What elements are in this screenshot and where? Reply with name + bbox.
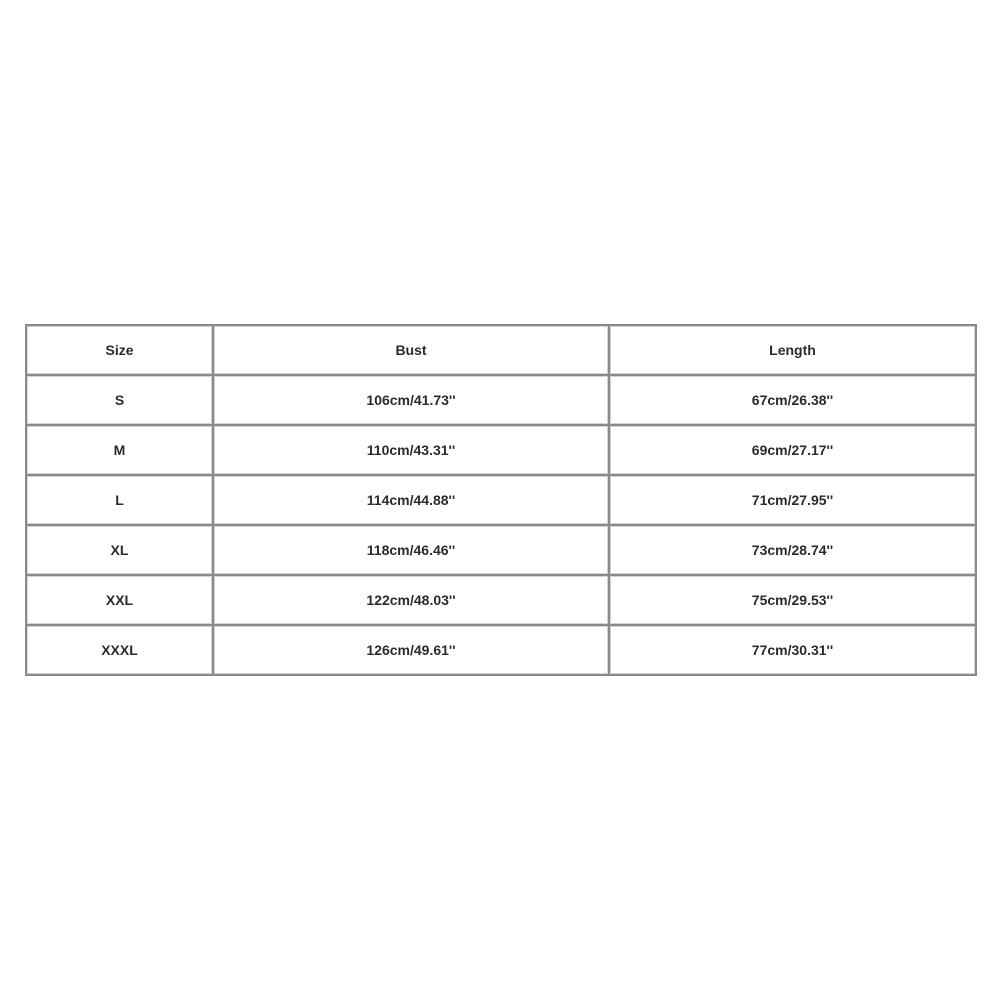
cell-length: 77cm/30.31'': [609, 625, 976, 675]
header-size: Size: [26, 325, 213, 375]
table-row: [26, 525, 976, 575]
table-row: [26, 425, 976, 475]
cell-size: XL: [26, 525, 213, 575]
cell-bust: 110cm/43.31'': [213, 425, 609, 475]
cell-bust: 118cm/46.46'': [213, 525, 609, 575]
cell-bust: 114cm/44.88'': [213, 475, 609, 525]
cell-size: S: [26, 375, 213, 425]
cell-length: 71cm/27.95'': [609, 475, 976, 525]
cell-size: XXL: [26, 575, 213, 625]
cell-length: 67cm/26.38'': [609, 375, 976, 425]
cell-bust: 122cm/48.03'': [213, 575, 609, 625]
cell-size: M: [26, 425, 213, 475]
size-chart-table: [25, 324, 977, 676]
cell-length: 73cm/28.74'': [609, 525, 976, 575]
table-header-row: [26, 325, 976, 375]
table-row: [26, 575, 976, 625]
cell-length: 69cm/27.17'': [609, 425, 976, 475]
cell-bust: 106cm/41.73'': [213, 375, 609, 425]
table-row: [26, 375, 976, 425]
header-length: Length: [609, 325, 976, 375]
header-bust: Bust: [213, 325, 609, 375]
cell-size: L: [26, 475, 213, 525]
table-row: [26, 475, 976, 525]
cell-length: 75cm/29.53'': [609, 575, 976, 625]
cell-size: XXXL: [26, 625, 213, 675]
cell-bust: 126cm/49.61'': [213, 625, 609, 675]
table-row: [26, 625, 976, 675]
